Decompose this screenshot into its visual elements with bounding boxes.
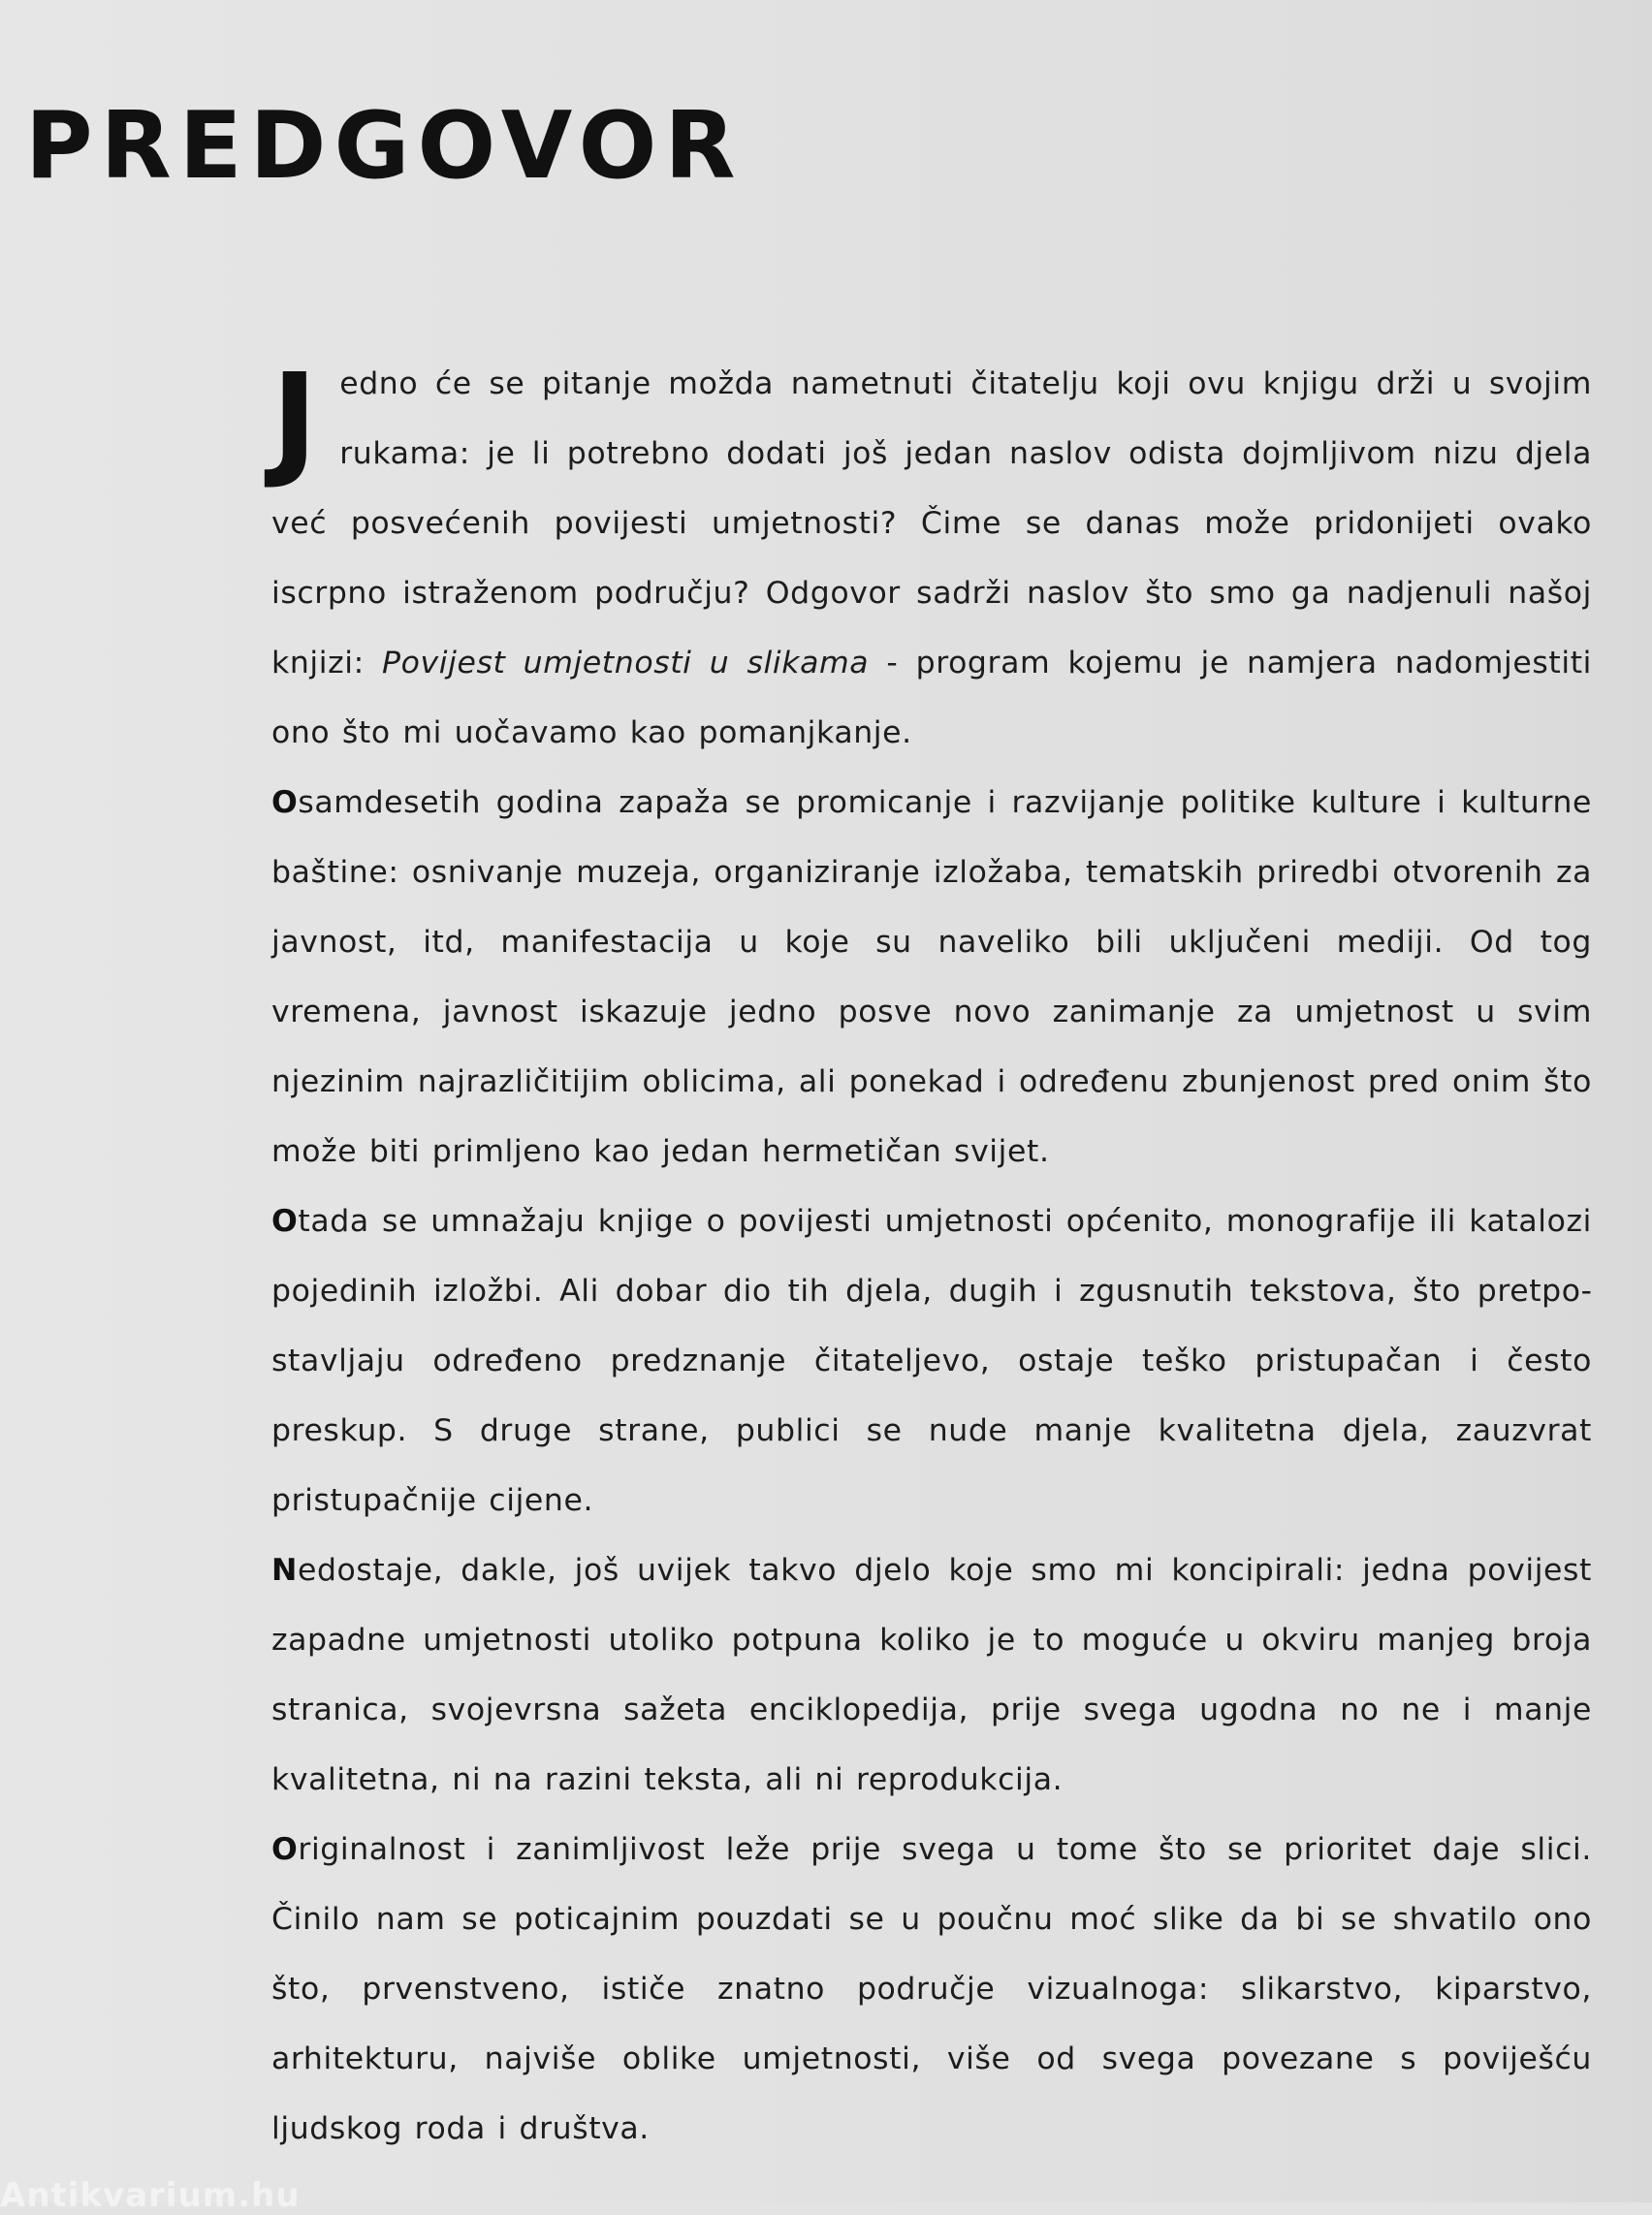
paragraph-5-text: riginalnost i zanimljivost leže prije svega u tome što se prioritet daje slici. Činilo nam se poticajnim pouzdati se u poučnu moć slike da bi se shvatilo ono što, prvenstveno, ističe znatno područje vizualnoga: slikarstvo, kiparstvo, arhitekturu, najviše oblike umjetnosti, više od svega povezane s poviješću ljudskog roda i društva. [271, 1832, 1592, 2146]
paragraph-4 [271, 1535, 1592, 1815]
paragraph-2-lead-letter: O [271, 785, 299, 820]
paragraph-1-text-b: - program kojemu je namjera nadomjestiti ono što mi uočavamo kao pomanjkanje. [271, 646, 1592, 750]
paragraph-3-text: tada se umnažaju knjige o povijesti umjetnosti općenito, monografije ili katalozi pojedinih izložbi. Ali dobar dio tih djela, dugih i zgusnutih tekstova, što pretpostavljaju određeno predznanje čitateljevo, ostaje teško pristupačan i često preskup. S druge strane, publici se nude manje kvalitetna djela, zauzvrat pristupačnije cijene. [271, 1204, 1592, 1518]
watermark: Antikvarium.hu [0, 2176, 301, 2215]
book-title-italic: Povijest umjetnosti u slikama [382, 646, 870, 680]
paragraph-5-lead-letter: O [271, 1832, 299, 1867]
drop-cap: J [271, 348, 319, 492]
paragraph-2-text: samdesetih godina zapaža se promicanje i razvijanje politike kulture i kulturne baštine: osnivanje muzeja, organiziranje izložaba, tematskih priredbi otvorenih za javnost, itd, manifestacija u koje su naveliko bili uključeni mediji. Od tog vremena, javnost iskazuje jedno posve novo zanimanje za umjetnost u svim njezinim najrazličitijim oblicima, ali ponekad i određenu zbunjenost pred onim što može biti primljeno kao jedan hermetičan svijet. [271, 785, 1592, 1169]
paragraph-4-text: edostaje, dakle, još uvijek takvo djelo koje smo mi koncipirali: jedna povijest zapadne umjetnosti utoliko potpuna koliko je to moguće u okviru manjeg broja stranica, svojevrsna sažeta enciklopedija, prije svega ugodna no ne i manje kvalitetna, ni na razini teksta, ali ni reprodukcija. [271, 1553, 1592, 1797]
paragraph-3-lead-letter: O [271, 1204, 299, 1239]
paragraph-1-text-a: edno će se pitanje možda nametnuti čitatelju koji ovu knjigu drži u svojim rukama: je li potrebno dodati još jedan naslov odista dojmljivom nizu djela već posvećenih povijesti umjetnosti? Čime se danas može pridonijeti ovako iscrpno istraženom području? Odgovor sadrži naslov što smo ga nadjenuli našoj knjizi: [271, 366, 1592, 680]
paragraph-4-lead-letter: N [271, 1553, 298, 1588]
paragraph-2 [271, 768, 1592, 1187]
paragraph-3 [271, 1187, 1592, 1535]
paragraph-1 [271, 349, 1592, 768]
paragraph-5 [271, 1815, 1592, 2164]
preface-body [271, 349, 1592, 2164]
page-title: PREDGOVOR [25, 93, 744, 200]
